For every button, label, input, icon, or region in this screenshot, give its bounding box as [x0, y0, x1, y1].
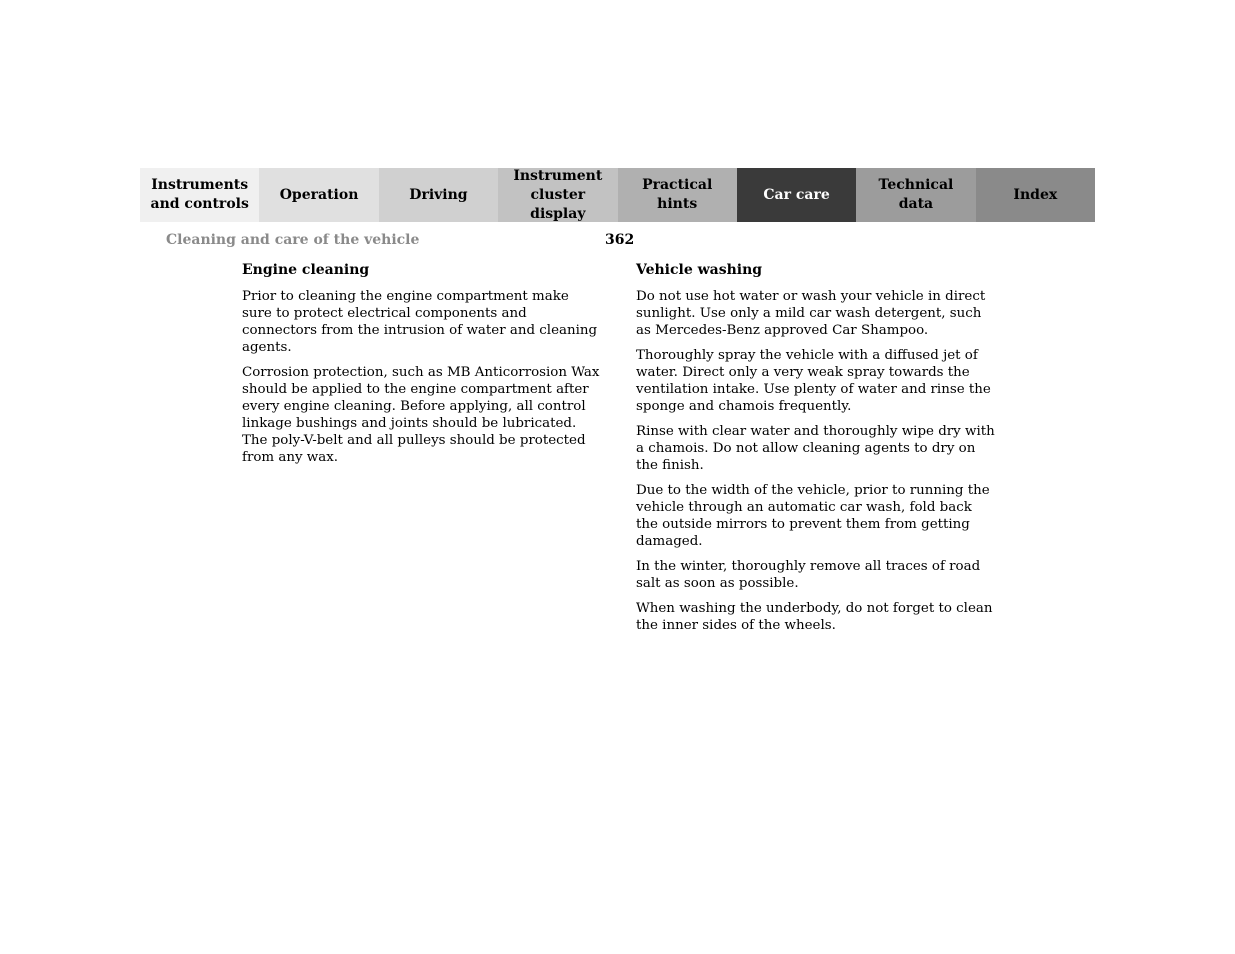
section-title: Cleaning and care of the vehicle [166, 232, 420, 248]
engine-cleaning-paragraph: Corrosion protection, such as MB Anticorrosion Wax should be applied to the engine compartment after every engine cleaning. Before applying, all control linkage bushings and joints should be lubricated. The poly-V-belt and all pulleys should be protected from any wax. [242, 365, 600, 465]
vehicle-washing-column [636, 262, 996, 642]
tab-car-care[interactable]: Car care [737, 168, 856, 222]
tab-instrument-cluster-display[interactable]: Instrument cluster display [498, 168, 617, 222]
vehicle-washing-paragraph: When washing the underbody, do not forget to clean the inner sides of the wheels. [636, 601, 993, 633]
vehicle-washing-paragraph: In the winter, thoroughly remove all traces of road salt as soon as possible. [636, 559, 981, 591]
page-number: 362 [605, 232, 635, 248]
engine-cleaning-column [242, 262, 602, 474]
engine-cleaning-paragraph: Prior to cleaning the engine compartment make sure to protect electrical components and connectors from the intrusion of water and cleaning agents. [242, 289, 598, 355]
vehicle-washing-paragraph: Due to the width of the vehicle, prior to running the vehicle through an automatic car wash, fold back the outside mirrors to prevent them from getting damaged. [636, 483, 990, 549]
vehicle-washing-paragraph: Thoroughly spray the vehicle with a diffused jet of water. Direct only a very weak spray towards the ventilation intake. Use plenty of water and rinse the sponge and chamois frequently. [636, 348, 991, 414]
tab-practical-hints[interactable]: Practical hints [618, 168, 737, 222]
vehicle-washing-heading: Vehicle washing [636, 262, 763, 278]
vehicle-washing-paragraph: Rinse with clear water and thoroughly wipe dry with a chamois. Do not allow cleaning agents to dry on the finish. [636, 424, 995, 473]
tab-driving[interactable]: Driving [379, 168, 498, 222]
tab-instruments-and-controls[interactable]: Instruments and controls [140, 168, 259, 222]
chapter-tab-bar [140, 168, 1095, 222]
vehicle-washing-paragraph: Do not use hot water or wash your vehicle in direct sunlight. Use only a mild car wash detergent, such as Mercedes-Benz approved Car Shampoo. [636, 289, 986, 338]
tab-technical-data[interactable]: Technical data [856, 168, 975, 222]
engine-cleaning-heading: Engine cleaning [242, 262, 370, 278]
tab-index[interactable]: Index [976, 168, 1095, 222]
tab-operation[interactable]: Operation [259, 168, 378, 222]
